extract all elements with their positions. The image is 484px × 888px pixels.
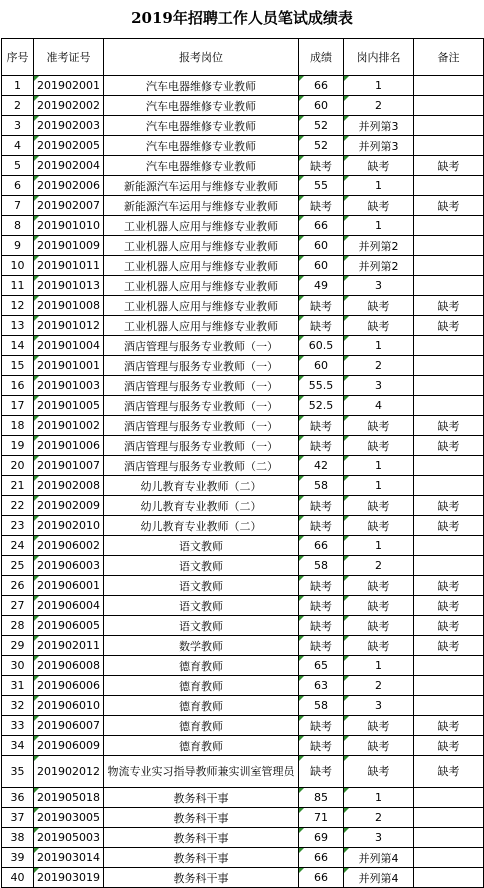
cell-remark: 缺考 bbox=[414, 296, 484, 316]
cell-score: 66 bbox=[299, 848, 344, 868]
cell-exam-id: 201902012 bbox=[34, 756, 104, 788]
cell-index: 31 bbox=[2, 676, 34, 696]
cell-position: 语文教师 bbox=[104, 596, 299, 616]
cell-score: 66 bbox=[299, 868, 344, 888]
cell-position: 汽车电器维修专业教师 bbox=[104, 96, 299, 116]
table-row bbox=[2, 116, 484, 136]
cell-exam-id: 201905018 bbox=[34, 788, 104, 808]
header-remark: 备注 bbox=[414, 39, 484, 76]
cell-remark bbox=[414, 536, 484, 556]
cell-index: 18 bbox=[2, 416, 34, 436]
cell-remark: 缺考 bbox=[414, 716, 484, 736]
cell-rank: 缺考 bbox=[344, 516, 414, 536]
cell-exam-id: 201901003 bbox=[34, 376, 104, 396]
cell-score: 缺考 bbox=[299, 436, 344, 456]
cell-remark: 缺考 bbox=[414, 576, 484, 596]
table-row bbox=[2, 788, 484, 808]
cell-remark bbox=[414, 96, 484, 116]
cell-remark: 缺考 bbox=[414, 496, 484, 516]
cell-remark: 缺考 bbox=[414, 636, 484, 656]
cell-remark: 缺考 bbox=[414, 436, 484, 456]
cell-rank: 缺考 bbox=[344, 576, 414, 596]
cell-position: 新能源汽车运用与维修专业教师 bbox=[104, 196, 299, 216]
cell-remark: 缺考 bbox=[414, 196, 484, 216]
cell-exam-id: 201902011 bbox=[34, 636, 104, 656]
header-exam-id: 准考证号 bbox=[34, 39, 104, 76]
cell-exam-id: 201902003 bbox=[34, 116, 104, 136]
header-index: 序号 bbox=[2, 39, 34, 76]
cell-position: 幼儿教育专业教师（二） bbox=[104, 476, 299, 496]
cell-rank: 缺考 bbox=[344, 496, 414, 516]
cell-rank: 3 bbox=[344, 828, 414, 848]
cell-remark: 缺考 bbox=[414, 616, 484, 636]
cell-remark bbox=[414, 136, 484, 156]
cell-rank: 1 bbox=[344, 216, 414, 236]
cell-score: 缺考 bbox=[299, 716, 344, 736]
cell-remark bbox=[414, 556, 484, 576]
cell-exam-id: 201906007 bbox=[34, 716, 104, 736]
cell-index: 29 bbox=[2, 636, 34, 656]
cell-rank: 缺考 bbox=[344, 196, 414, 216]
cell-rank: 并列第3 bbox=[344, 136, 414, 156]
table-row bbox=[2, 296, 484, 316]
cell-position: 汽车电器维修专业教师 bbox=[104, 116, 299, 136]
cell-position: 教务科干事 bbox=[104, 828, 299, 848]
cell-rank: 2 bbox=[344, 676, 414, 696]
cell-exam-id: 201903019 bbox=[34, 868, 104, 888]
cell-score: 55 bbox=[299, 176, 344, 196]
cell-remark bbox=[414, 376, 484, 396]
cell-rank: 3 bbox=[344, 276, 414, 296]
cell-position: 德育教师 bbox=[104, 656, 299, 676]
cell-position: 工业机器人应用与维修专业教师 bbox=[104, 216, 299, 236]
cell-position: 幼儿教育专业教师（二） bbox=[104, 496, 299, 516]
cell-exam-id: 201906005 bbox=[34, 616, 104, 636]
table-row bbox=[2, 176, 484, 196]
cell-index: 34 bbox=[2, 736, 34, 756]
cell-score: 缺考 bbox=[299, 416, 344, 436]
cell-score: 69 bbox=[299, 828, 344, 848]
cell-position: 教务科干事 bbox=[104, 848, 299, 868]
cell-score: 60 bbox=[299, 96, 344, 116]
cell-score: 66 bbox=[299, 76, 344, 96]
cell-score: 58 bbox=[299, 696, 344, 716]
cell-remark bbox=[414, 176, 484, 196]
cell-position: 汽车电器维修专业教师 bbox=[104, 156, 299, 176]
cell-index: 7 bbox=[2, 196, 34, 216]
cell-remark: 缺考 bbox=[414, 416, 484, 436]
cell-score: 58 bbox=[299, 556, 344, 576]
cell-score: 52.5 bbox=[299, 396, 344, 416]
cell-rank: 缺考 bbox=[344, 436, 414, 456]
cell-remark: 缺考 bbox=[414, 516, 484, 536]
cell-remark bbox=[414, 656, 484, 676]
table-row bbox=[2, 236, 484, 256]
table-row bbox=[2, 156, 484, 176]
table-row bbox=[2, 316, 484, 336]
cell-score: 60 bbox=[299, 256, 344, 276]
cell-score: 42 bbox=[299, 456, 344, 476]
cell-remark bbox=[414, 116, 484, 136]
cell-exam-id: 201902010 bbox=[34, 516, 104, 536]
cell-rank: 并列第4 bbox=[344, 868, 414, 888]
cell-remark bbox=[414, 236, 484, 256]
cell-rank: 1 bbox=[344, 788, 414, 808]
cell-remark bbox=[414, 808, 484, 828]
header-position: 报考岗位 bbox=[104, 39, 299, 76]
cell-remark bbox=[414, 848, 484, 868]
table-row bbox=[2, 656, 484, 676]
cell-exam-id: 201902004 bbox=[34, 156, 104, 176]
cell-remark bbox=[414, 76, 484, 96]
cell-index: 4 bbox=[2, 136, 34, 156]
cell-index: 6 bbox=[2, 176, 34, 196]
cell-rank: 并列第4 bbox=[344, 848, 414, 868]
cell-position: 汽车电器维修专业教师 bbox=[104, 136, 299, 156]
table-row bbox=[2, 596, 484, 616]
table-row bbox=[2, 396, 484, 416]
table-row bbox=[2, 356, 484, 376]
cell-position: 德育教师 bbox=[104, 676, 299, 696]
cell-rank: 缺考 bbox=[344, 716, 414, 736]
cell-position: 酒店管理与服务专业教师（一） bbox=[104, 396, 299, 416]
table-row bbox=[2, 696, 484, 716]
cell-index: 36 bbox=[2, 788, 34, 808]
cell-exam-id: 201902009 bbox=[34, 496, 104, 516]
cell-exam-id: 201903014 bbox=[34, 848, 104, 868]
cell-remark bbox=[414, 256, 484, 276]
cell-rank: 并列第2 bbox=[344, 256, 414, 276]
cell-exam-id: 201902008 bbox=[34, 476, 104, 496]
cell-position: 德育教师 bbox=[104, 736, 299, 756]
cell-remark: 缺考 bbox=[414, 156, 484, 176]
table-row bbox=[2, 136, 484, 156]
cell-rank: 缺考 bbox=[344, 416, 414, 436]
cell-score: 缺考 bbox=[299, 616, 344, 636]
cell-rank: 缺考 bbox=[344, 296, 414, 316]
cell-position: 语文教师 bbox=[104, 576, 299, 596]
table-row bbox=[2, 416, 484, 436]
cell-exam-id: 201901012 bbox=[34, 316, 104, 336]
cell-score: 缺考 bbox=[299, 736, 344, 756]
table-row bbox=[2, 756, 484, 788]
cell-index: 10 bbox=[2, 256, 34, 276]
cell-index: 25 bbox=[2, 556, 34, 576]
cell-exam-id: 201901001 bbox=[34, 356, 104, 376]
cell-score: 缺考 bbox=[299, 636, 344, 656]
table-row bbox=[2, 456, 484, 476]
cell-position: 语文教师 bbox=[104, 556, 299, 576]
table-row bbox=[2, 196, 484, 216]
cell-exam-id: 201903005 bbox=[34, 808, 104, 828]
table-row bbox=[2, 616, 484, 636]
cell-rank: 缺考 bbox=[344, 316, 414, 336]
cell-index: 5 bbox=[2, 156, 34, 176]
cell-exam-id: 201902006 bbox=[34, 176, 104, 196]
cell-score: 缺考 bbox=[299, 196, 344, 216]
cell-exam-id: 201906006 bbox=[34, 676, 104, 696]
table-row bbox=[2, 436, 484, 456]
cell-position: 酒店管理与服务专业教师（一） bbox=[104, 336, 299, 356]
cell-index: 30 bbox=[2, 656, 34, 676]
cell-rank: 缺考 bbox=[344, 156, 414, 176]
table-row bbox=[2, 848, 484, 868]
cell-index: 12 bbox=[2, 296, 34, 316]
cell-remark bbox=[414, 828, 484, 848]
cell-remark bbox=[414, 276, 484, 296]
cell-position: 工业机器人应用与维修专业教师 bbox=[104, 316, 299, 336]
cell-remark bbox=[414, 868, 484, 888]
cell-index: 19 bbox=[2, 436, 34, 456]
cell-remark: 缺考 bbox=[414, 756, 484, 788]
cell-score: 65 bbox=[299, 656, 344, 676]
cell-score: 63 bbox=[299, 676, 344, 696]
cell-index: 8 bbox=[2, 216, 34, 236]
cell-index: 22 bbox=[2, 496, 34, 516]
table-row bbox=[2, 868, 484, 888]
cell-score: 71 bbox=[299, 808, 344, 828]
cell-score: 缺考 bbox=[299, 316, 344, 336]
cell-index: 16 bbox=[2, 376, 34, 396]
cell-index: 21 bbox=[2, 476, 34, 496]
cell-position: 酒店管理与服务专业教师（一） bbox=[104, 436, 299, 456]
cell-score: 缺考 bbox=[299, 756, 344, 788]
cell-rank: 并列第3 bbox=[344, 116, 414, 136]
cell-rank: 2 bbox=[344, 808, 414, 828]
cell-index: 28 bbox=[2, 616, 34, 636]
cell-remark: 缺考 bbox=[414, 736, 484, 756]
cell-remark bbox=[414, 676, 484, 696]
cell-position: 数学教师 bbox=[104, 636, 299, 656]
cell-exam-id: 201901002 bbox=[34, 416, 104, 436]
table-row bbox=[2, 256, 484, 276]
cell-index: 11 bbox=[2, 276, 34, 296]
cell-rank: 2 bbox=[344, 356, 414, 376]
cell-index: 24 bbox=[2, 536, 34, 556]
cell-rank: 2 bbox=[344, 556, 414, 576]
cell-score: 缺考 bbox=[299, 516, 344, 536]
cell-remark bbox=[414, 356, 484, 376]
header-score: 成绩 bbox=[299, 39, 344, 76]
cell-exam-id: 201901013 bbox=[34, 276, 104, 296]
cell-rank: 3 bbox=[344, 376, 414, 396]
cell-index: 1 bbox=[2, 76, 34, 96]
cell-score: 49 bbox=[299, 276, 344, 296]
table-row bbox=[2, 828, 484, 848]
cell-position: 德育教师 bbox=[104, 696, 299, 716]
table-row bbox=[2, 636, 484, 656]
cell-score: 缺考 bbox=[299, 596, 344, 616]
cell-exam-id: 201901010 bbox=[34, 216, 104, 236]
cell-remark: 缺考 bbox=[414, 316, 484, 336]
table-row bbox=[2, 496, 484, 516]
table-row bbox=[2, 808, 484, 828]
cell-remark bbox=[414, 216, 484, 236]
cell-position: 德育教师 bbox=[104, 716, 299, 736]
cell-exam-id: 201906002 bbox=[34, 536, 104, 556]
cell-score: 85 bbox=[299, 788, 344, 808]
cell-index: 23 bbox=[2, 516, 34, 536]
cell-exam-id: 201901011 bbox=[34, 256, 104, 276]
cell-index: 32 bbox=[2, 696, 34, 716]
cell-score: 52 bbox=[299, 136, 344, 156]
cell-rank: 4 bbox=[344, 396, 414, 416]
cell-rank: 缺考 bbox=[344, 596, 414, 616]
cell-index: 33 bbox=[2, 716, 34, 736]
cell-position: 工业机器人应用与维修专业教师 bbox=[104, 276, 299, 296]
cell-exam-id: 201901004 bbox=[34, 336, 104, 356]
cell-rank: 1 bbox=[344, 476, 414, 496]
cell-position: 教务科干事 bbox=[104, 808, 299, 828]
table-row bbox=[2, 336, 484, 356]
cell-rank: 2 bbox=[344, 96, 414, 116]
cell-position: 物流专业实习指导教师兼实训室管理员 bbox=[104, 756, 299, 788]
cell-score: 60 bbox=[299, 356, 344, 376]
cell-score: 66 bbox=[299, 536, 344, 556]
cell-rank: 1 bbox=[344, 456, 414, 476]
cell-exam-id: 201906009 bbox=[34, 736, 104, 756]
cell-position: 语文教师 bbox=[104, 536, 299, 556]
cell-index: 17 bbox=[2, 396, 34, 416]
cell-position: 语文教师 bbox=[104, 616, 299, 636]
cell-exam-id: 201901005 bbox=[34, 396, 104, 416]
table-row bbox=[2, 736, 484, 756]
table-row bbox=[2, 536, 484, 556]
score-table bbox=[1, 38, 484, 888]
cell-remark: 缺考 bbox=[414, 596, 484, 616]
cell-index: 15 bbox=[2, 356, 34, 376]
cell-exam-id: 201906010 bbox=[34, 696, 104, 716]
cell-exam-id: 201901008 bbox=[34, 296, 104, 316]
cell-score: 55.5 bbox=[299, 376, 344, 396]
cell-rank: 缺考 bbox=[344, 616, 414, 636]
cell-position: 酒店管理与服务专业教师（一） bbox=[104, 356, 299, 376]
cell-position: 新能源汽车运用与维修专业教师 bbox=[104, 176, 299, 196]
cell-score: 60.5 bbox=[299, 336, 344, 356]
cell-exam-id: 201906004 bbox=[34, 596, 104, 616]
table-row bbox=[2, 276, 484, 296]
cell-index: 13 bbox=[2, 316, 34, 336]
cell-exam-id: 201905003 bbox=[34, 828, 104, 848]
cell-rank: 1 bbox=[344, 536, 414, 556]
cell-score: 58 bbox=[299, 476, 344, 496]
cell-position: 工业机器人应用与维修专业教师 bbox=[104, 296, 299, 316]
cell-index: 14 bbox=[2, 336, 34, 356]
cell-score: 66 bbox=[299, 216, 344, 236]
cell-index: 37 bbox=[2, 808, 34, 828]
table-row bbox=[2, 76, 484, 96]
cell-exam-id: 201901006 bbox=[34, 436, 104, 456]
cell-position: 酒店管理与服务专业教师（一） bbox=[104, 376, 299, 396]
cell-exam-id: 201902007 bbox=[34, 196, 104, 216]
cell-exam-id: 201901007 bbox=[34, 456, 104, 476]
cell-remark bbox=[414, 788, 484, 808]
cell-rank: 3 bbox=[344, 696, 414, 716]
cell-rank: 缺考 bbox=[344, 736, 414, 756]
header-row bbox=[2, 39, 484, 76]
cell-exam-id: 201906001 bbox=[34, 576, 104, 596]
cell-remark bbox=[414, 476, 484, 496]
cell-index: 40 bbox=[2, 868, 34, 888]
cell-exam-id: 201906003 bbox=[34, 556, 104, 576]
cell-rank: 缺考 bbox=[344, 756, 414, 788]
cell-score: 缺考 bbox=[299, 496, 344, 516]
cell-index: 2 bbox=[2, 96, 34, 116]
cell-score: 缺考 bbox=[299, 576, 344, 596]
cell-position: 教务科干事 bbox=[104, 788, 299, 808]
cell-position: 酒店管理与服务专业教师（二） bbox=[104, 456, 299, 476]
table-row bbox=[2, 676, 484, 696]
cell-score: 缺考 bbox=[299, 296, 344, 316]
cell-rank: 1 bbox=[344, 76, 414, 96]
cell-exam-id: 201906008 bbox=[34, 656, 104, 676]
cell-position: 汽车电器维修专业教师 bbox=[104, 76, 299, 96]
cell-remark bbox=[414, 456, 484, 476]
table-row bbox=[2, 716, 484, 736]
table-row bbox=[2, 576, 484, 596]
cell-index: 9 bbox=[2, 236, 34, 256]
cell-index: 35 bbox=[2, 756, 34, 788]
cell-exam-id: 201902005 bbox=[34, 136, 104, 156]
cell-position: 幼儿教育专业教师（二） bbox=[104, 516, 299, 536]
cell-remark bbox=[414, 336, 484, 356]
cell-score: 52 bbox=[299, 116, 344, 136]
cell-index: 39 bbox=[2, 848, 34, 868]
cell-position: 酒店管理与服务专业教师（一） bbox=[104, 416, 299, 436]
cell-score: 缺考 bbox=[299, 156, 344, 176]
cell-index: 26 bbox=[2, 576, 34, 596]
cell-rank: 缺考 bbox=[344, 636, 414, 656]
table-row bbox=[2, 216, 484, 236]
table-row bbox=[2, 556, 484, 576]
cell-remark bbox=[414, 396, 484, 416]
cell-position: 教务科干事 bbox=[104, 868, 299, 888]
page-title: 2019年招聘工作人员笔试成绩表 bbox=[131, 9, 353, 27]
table-row bbox=[2, 476, 484, 496]
cell-rank: 并列第2 bbox=[344, 236, 414, 256]
cell-index: 3 bbox=[2, 116, 34, 136]
cell-exam-id: 201902001 bbox=[34, 76, 104, 96]
table-row bbox=[2, 376, 484, 396]
cell-exam-id: 201902002 bbox=[34, 96, 104, 116]
cell-index: 38 bbox=[2, 828, 34, 848]
cell-index: 20 bbox=[2, 456, 34, 476]
cell-rank: 1 bbox=[344, 176, 414, 196]
table-row bbox=[2, 516, 484, 536]
table-row bbox=[2, 96, 484, 116]
cell-rank: 1 bbox=[344, 336, 414, 356]
cell-rank: 1 bbox=[344, 656, 414, 676]
cell-exam-id: 201901009 bbox=[34, 236, 104, 256]
header-rank: 岗内排名 bbox=[344, 39, 414, 76]
cell-index: 27 bbox=[2, 596, 34, 616]
cell-position: 工业机器人应用与维修专业教师 bbox=[104, 236, 299, 256]
cell-remark bbox=[414, 696, 484, 716]
cell-position: 工业机器人应用与维修专业教师 bbox=[104, 256, 299, 276]
cell-score: 60 bbox=[299, 236, 344, 256]
